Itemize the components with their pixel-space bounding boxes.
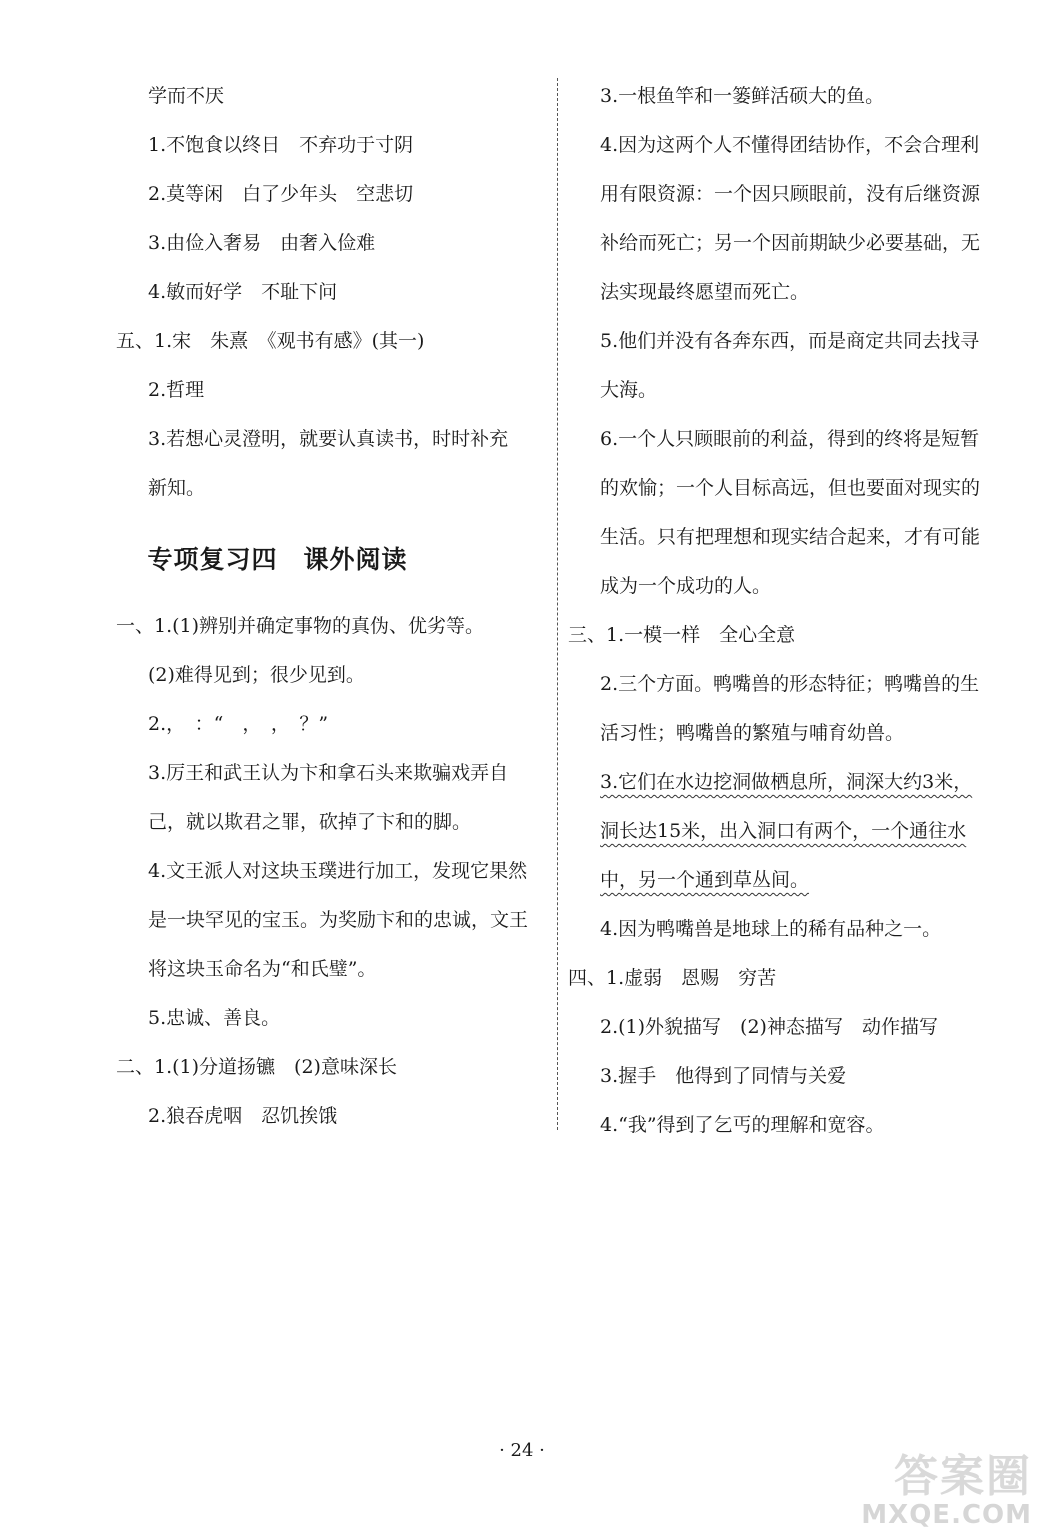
- answer-line: 生活。只有把理想和现实结合起来，才有可能: [600, 526, 981, 548]
- underlined-answer-line: 洞长达15米，出入洞口有两个，一个通往水: [600, 820, 967, 842]
- answer-line: 己，就以欺君之罪，砍掉了卞和的脚。: [148, 811, 472, 833]
- answer-line: 2.(1)外貌描写 (2)神态描写 动作描写: [600, 1016, 938, 1038]
- answer-line: 补给而死亡；另一个因前期缺少必要基础，无: [600, 232, 981, 254]
- answer-line: 2.莫等闲 白了少年头 空悲切: [148, 183, 414, 205]
- answer-line: 5.他们并没有各奔东西，而是商定共同去找寻: [600, 330, 980, 352]
- answer-line: 2.狼吞虎咽 忍饥挨饿: [148, 1105, 338, 1127]
- answer-line: 二、1.(1)分道扬镳 (2)意味深长: [116, 1056, 397, 1078]
- column-divider: [557, 78, 558, 1130]
- section-title: 专项复习四 课外阅读: [147, 545, 408, 574]
- answer-line: 是一块罕见的宝玉。为奖励卞和的忠诚，文王: [148, 909, 529, 931]
- watermark-site: MXQE.COM: [861, 1500, 1032, 1530]
- underlined-answer-line: 中，另一个通到草丛间。: [600, 869, 810, 891]
- answer-line: 3.若想心灵澄明，就要认真读书，时时补充: [148, 428, 509, 450]
- answer-line: 2.三个方面。鸭嘴兽的形态特征；鸭嘴兽的生: [600, 673, 980, 695]
- answer-line: 3.厉王和武王认为卞和拿石头来欺骗戏弄自: [148, 762, 509, 784]
- answer-line: 4.文王派人对这块玉璞进行加工，发现它果然: [148, 860, 528, 882]
- answer-line: 4.“我”得到了乞丐的理解和宽容。: [600, 1114, 885, 1136]
- answer-line: 用有限资源：一个因只顾眼前，没有后继资源: [600, 183, 981, 205]
- answer-line: 四、1.虚弱 恩赐 穷苦: [568, 967, 777, 989]
- page-number: · 24 ·: [499, 1440, 545, 1461]
- answer-line: 法实现最终愿望而死亡。: [600, 281, 810, 303]
- answer-line: 成为一个成功的人。: [600, 575, 772, 597]
- answer-line: 一、1.(1)辨别并确定事物的真伪、优劣等。: [116, 615, 485, 637]
- answer-line: 5.忠诚、善良。: [148, 1007, 281, 1029]
- answer-line: 2.哲理: [148, 379, 205, 401]
- answer-line: 大海。: [600, 379, 658, 401]
- answer-line: 3.一根鱼竿和一篓鲜活硕大的鱼。: [600, 85, 885, 107]
- watermark: [852, 1440, 1032, 1530]
- answer-line: 2.， ：“ ， ， ？”: [148, 713, 329, 735]
- answer-line: 三、1.一模一样 全心全意: [568, 624, 796, 646]
- answer-line: (2)难得见到；很少见到。: [148, 664, 365, 686]
- answer-line: 4.敏而好学 不耻下问: [148, 281, 338, 303]
- watermark-logo: 答案圈: [894, 1451, 1032, 1502]
- answer-line: 6.一个人只顾眼前的利益，得到的终将是短暂: [600, 428, 980, 450]
- answer-line: 的欢愉；一个人目标高远，但也要面对现实的: [600, 477, 981, 499]
- underlined-answer-line: 3.它们在水边挖洞做栖息所，洞深大约3米，: [600, 771, 973, 793]
- answer-line: 五、1.宋 朱熹 《观书有感》(其一): [116, 330, 425, 352]
- answer-line: 4.因为这两个人不懂得团结协作，不会合理利: [600, 134, 980, 156]
- answer-line: 3.由俭入奢易 由奢入俭难: [148, 232, 376, 254]
- answer-line: 将这块玉命名为“和氏璧”。: [148, 958, 377, 980]
- answer-line: 活习性；鸭嘴兽的繁殖与哺育幼兽。: [600, 722, 905, 744]
- answer-line: 3.握手 他得到了同情与关爱: [600, 1065, 847, 1087]
- answer-line: 4.因为鸭嘴兽是地球上的稀有品种之一。: [600, 918, 942, 940]
- answer-line: 1.不饱食以终日 不弃功于寸阴: [148, 134, 414, 156]
- answer-line: 新知。: [148, 477, 206, 499]
- answer-line: 学而不厌: [148, 85, 225, 107]
